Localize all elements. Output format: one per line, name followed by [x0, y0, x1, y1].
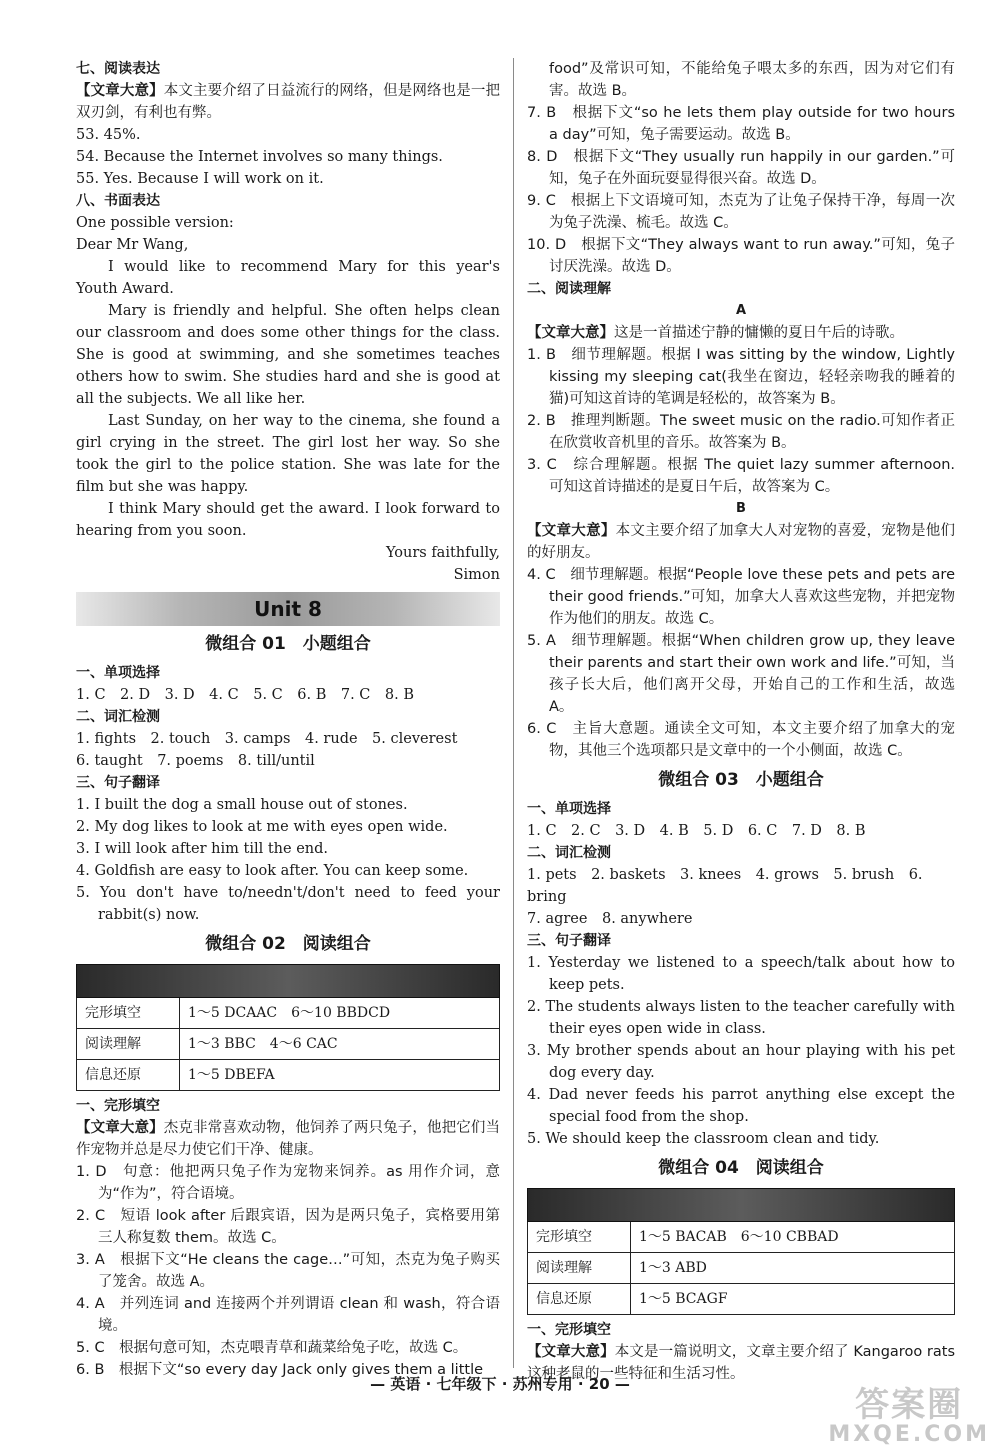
summary-text: 杰克非常喜欢动物，他饲养了两只兔子，他把它们当作宠物并总是尽力使它们干净、健康。 — [76, 1120, 500, 1158]
table-key: 完形填空 — [528, 1222, 631, 1253]
group-title: 微组合 04 阅读组合 — [658, 1158, 824, 1178]
essay-paragraph: I think Mary should get the award. I look forward to hearing from you soon. — [76, 501, 500, 539]
table-key: 阅读理解 — [77, 1029, 180, 1060]
watermark-url: MXQE.COM — [828, 1422, 990, 1447]
section-title: 一、单项选择 — [527, 801, 611, 817]
essay-signature: Simon — [453, 567, 500, 583]
table-header-band — [77, 965, 500, 998]
answer-line: 1. C 2. C 3. D 4. B 5. D 6. C 7. D 8. B — [527, 823, 866, 839]
section-title: 八、书面表达 — [76, 193, 160, 209]
explanation-item: 4. A 并列连词 and 连接两个并列谓语 clean 和 wash，符合语境。 — [76, 1296, 500, 1334]
summary-label: 【文章大意】 — [527, 325, 614, 341]
table-row — [528, 1222, 955, 1253]
summary-text: 本文是一篇说明文，文章主要介绍了 Kangaroo rats 这种老鼠的一些特征和生活习性。 — [527, 1344, 956, 1382]
group-title: 微组合 03 小题组合 — [658, 770, 824, 790]
table-value: 1～5 DCAAC 6～10 BBDCD — [180, 998, 500, 1029]
section-title: 七、阅读表达 — [76, 61, 160, 77]
unit-title: Unit 8 — [254, 597, 322, 621]
answer-line: 7. agree 8. anywhere — [527, 911, 693, 927]
translation-item: 2. My dog likes to look at me with eyes open wide. — [76, 819, 448, 835]
summary-label: 【文章大意】 — [527, 1344, 615, 1360]
table-key: 阅读理解 — [528, 1253, 631, 1284]
explanation-item: 6. B 根据下文“so every day Jack only gives them a little — [76, 1362, 484, 1378]
table-row — [528, 1253, 955, 1284]
answer-54: 54. Because the Internet involves so many things. — [76, 149, 443, 165]
table-key: 完形填空 — [77, 998, 180, 1029]
answer-line: 6. taught 7. poems 8. till/until — [76, 753, 315, 769]
section-title: 二、词汇检测 — [76, 709, 160, 725]
explanation-item: 3. C 综合理解题。根据 The quiet lazy summer afternoon. 可知这首诗描述的是夏日午后，故答案为 C。 — [527, 457, 955, 495]
table-row — [77, 1060, 500, 1091]
right-column — [527, 58, 955, 1385]
explanation-item: 1. B 细节理解题。根据 I was sitting by the window, Lightly kissing my sleeping cat(我坐在窗边，轻轻亲吻我的睡着的猫)可知这首诗的笔调是轻松的，故答案为 B。 — [527, 347, 955, 407]
essay-version: One possible version: — [76, 215, 234, 231]
essay-paragraph: I would like to recommend Mary for this year's Youth Award. — [76, 259, 500, 297]
answer-table — [76, 964, 500, 1091]
table-value: 1～5 BCAGF — [631, 1284, 955, 1315]
table-key: 信息还原 — [528, 1284, 631, 1315]
answer-line: 1. pets 2. baskets 3. knees 4. grows 5. brush 6. bring — [527, 867, 923, 905]
watermark-logo — [828, 1385, 990, 1450]
explanation-item: 8. D 根据下文“They usually run happily in our garden.”可知，兔子在外面玩耍显得很兴奋。故选 D。 — [527, 149, 955, 187]
summary-label: 【文章大意】 — [527, 523, 616, 539]
table-header-band — [528, 1189, 955, 1222]
explanation-item: 5. A 细节理解题。根据“When children grow up, they leave their parents and start their own work and life.”可知，当孩子长大后，他们离开父母，开始自己的工作和生活，故选 A。 — [527, 633, 955, 715]
article-summary — [76, 80, 500, 124]
group-title: 微组合 02 阅读组合 — [205, 934, 371, 954]
article-summary — [76, 1117, 500, 1161]
watermark-text: 答案圈 — [855, 1385, 964, 1425]
section-title: 三、句子翻译 — [527, 933, 611, 949]
section-title: 二、阅读理解 — [527, 281, 611, 297]
explanation-item: 4. C 细节理解题。根据“People love these pets and pets are their good friends.”可知，加拿大人喜欢这些宠物，并把宠物作为他们的朋友。故选 C。 — [527, 567, 955, 627]
translation-item: 3. My brother spends about an hour playing with his pet dog every day. — [527, 1043, 955, 1081]
page-footer: — 英语 · 七年级下 · 苏州专用 · 20 — — [370, 1375, 630, 1393]
essay-paragraph: Mary is friendly and helpful. She often helps clean our classroom and does some other things for the class. She is good at swimming, and she sometimes teaches others how to swim. She studies hard and she is good at all the subjects. We all like her. — [76, 303, 500, 407]
explanation-item: 10. D 根据下文“They always want to run away.”可知，兔子讨厌洗澡。故选 D。 — [527, 237, 955, 275]
table-row — [77, 1029, 500, 1060]
summary-text: 本文主要介绍了日益流行的网络，但是网络也是一把双刃剑，有利也有弊。 — [76, 83, 500, 121]
explanation-item: 1. D 句意：他把两只兔子作为宠物来饲养。as 用作介词，意为“作为”，符合语境。 — [76, 1164, 500, 1202]
answer-table — [527, 1188, 955, 1315]
translation-item: 2. The students always listen to the teacher carefully with their eyes open wide in class. — [527, 999, 955, 1037]
essay-paragraph: Last Sunday, on her way to the cinema, she found a girl crying in the street. The girl lost her way. So she took the girl to the police station. She was late for the film but she was happy. — [76, 413, 500, 495]
article-summary — [527, 520, 955, 564]
summary-text: 本文主要介绍了加拿大人对宠物的喜爱，宠物是他们的好朋友。 — [527, 523, 956, 561]
section-title: 一、单项选择 — [76, 665, 160, 681]
translation-item: 1. Yesterday we listened to a speech/talk about how to keep pets. — [527, 955, 955, 993]
translation-item: 1. I built the dog a small house out of stones. — [76, 797, 408, 813]
section-title: 一、完形填空 — [76, 1098, 160, 1114]
unit-banner — [76, 592, 500, 626]
explanation-item: 3. A 根据下文“He cleans the cage…”可知，杰克为兔子购买了笼舍。故选 A。 — [76, 1252, 500, 1290]
explanation-item: 2. B 推理判断题。The sweet music on the radio.可知作者正在欣赏收音机里的音乐。故答案为 B。 — [527, 413, 955, 451]
translation-item: 4. Dad never feeds his parrot anything else except the special food from the shop. — [527, 1087, 955, 1125]
section-title: 三、句子翻译 — [76, 775, 160, 791]
summary-label: 【文章大意】 — [76, 1120, 164, 1136]
table-value: 1～3 BBC 4～6 CAC — [180, 1029, 500, 1060]
essay-closing: Yours faithfully, — [385, 545, 500, 561]
summary-label: 【文章大意】 — [76, 83, 164, 99]
essay-salutation: Dear Mr Wang, — [76, 237, 189, 253]
column-divider — [513, 58, 514, 1368]
group-title: 微组合 01 小题组合 — [205, 634, 371, 654]
summary-text: 这是一首描述宁静的慵懒的夏日午后的诗歌。 — [614, 325, 904, 341]
left-column — [76, 58, 500, 1381]
translation-item: 3. I will look after him till the end. — [76, 841, 329, 857]
article-summary — [527, 322, 955, 344]
passage-label: B — [736, 501, 746, 516]
translation-item: 5. We should keep the classroom clean and tidy. — [527, 1131, 880, 1147]
answer-55: 55. Yes. Because I will work on it. — [76, 171, 324, 187]
table-key: 信息还原 — [77, 1060, 180, 1091]
translation-item: 4. Goldfish are easy to look after. You can keep some. — [76, 863, 469, 879]
answer-53: 53. 45%. — [76, 127, 141, 143]
explanation-item: 9. C 根据上下文语境可知，杰克为了让兔子保持干净，每周一次为兔子洗澡、梳毛。故选 C。 — [527, 193, 955, 231]
passage-label: A — [735, 303, 747, 318]
table-value: 1～5 DBEFA — [180, 1060, 500, 1091]
explanation-item: 6. C 主旨大意题。通读全文可知，本文主要介绍了加拿大的宠物，其他三个选项都只是文章中的一个小侧面，故选 C。 — [527, 721, 955, 759]
section-title: 二、词汇检测 — [527, 845, 611, 861]
explanation-continued: food”及常识可知，不能给兔子喂太多的东西，因为对它们有害。故选 B。 — [549, 61, 955, 99]
answer-line: 1. fights 2. touch 3. camps 4. rude 5. cleverest — [76, 731, 458, 747]
table-value: 1～3 ABD — [631, 1253, 955, 1284]
explanation-item: 5. C 根据句意可知，杰克喂青草和蔬菜给兔子吃，故选 C。 — [76, 1340, 468, 1356]
translation-item: 5. You don't have to/needn't/don't need to feed your rabbit(s) now. — [76, 885, 500, 923]
answer-line: 1. C 2. D 3. D 4. C 5. C 6. B 7. C 8. B — [76, 687, 414, 703]
table-value: 1～5 BACAB 6～10 CBBAD — [631, 1222, 955, 1253]
table-row — [528, 1284, 955, 1315]
section-title: 一、完形填空 — [527, 1322, 611, 1338]
table-row — [77, 998, 500, 1029]
explanation-item: 7. B 根据下文“so he lets them play outside for two hours a day”可知，兔子需要运动。故选 B。 — [527, 105, 955, 143]
explanation-item: 2. C 短语 look after 后跟宾语，因为是两只兔子，宾格要用第三人称复数 them。故选 C。 — [76, 1208, 500, 1246]
